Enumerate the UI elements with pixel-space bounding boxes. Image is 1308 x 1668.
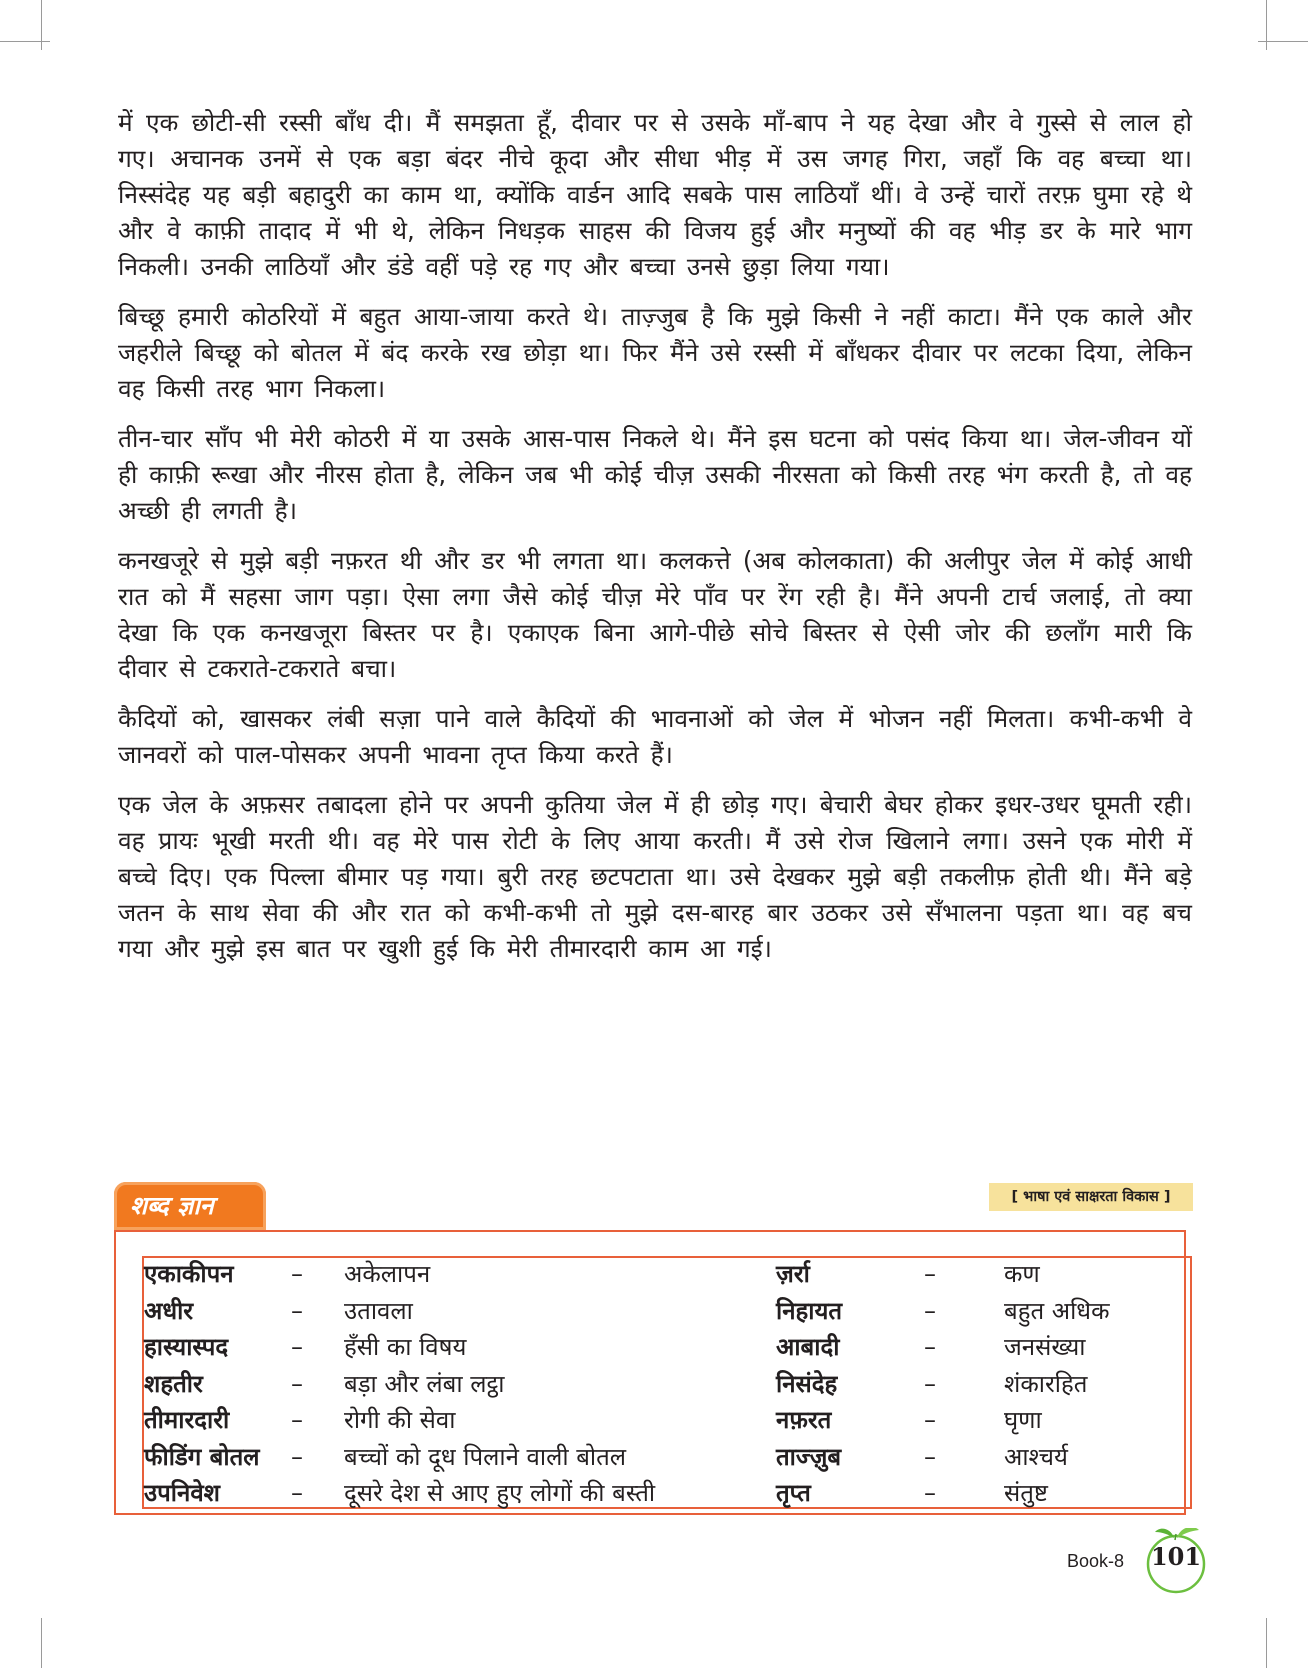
crop-mark	[1266, 0, 1267, 50]
glossary-meaning: जनसंख्या	[1004, 1333, 1086, 1361]
glossary-meaning: हँसी का विषय	[344, 1333, 467, 1361]
glossary-word: निसंदेह	[776, 1369, 838, 1398]
glossary-dash: –	[291, 1296, 303, 1325]
book-label: Book-8	[1067, 1551, 1125, 1571]
page-number: 101	[1150, 1542, 1202, 1571]
paragraph: तीन-चार साँप भी मेरी कोठरी में या उसके आस-पास निकले थे। मैंने इस घटना को पसंद किया था। जेल-जीवन यों ही काफ़ी रूखा और नीरस होता है, लेकिन जब भी कोई चीज़ उसकी नीरसता को किसी तरह भंग करती है, तो वह अच्छी ही लगती है।	[118, 424, 1192, 525]
skill-tag: [ भाषा एवं साक्षरता विकास ]	[989, 1183, 1193, 1211]
glossary-dash: –	[291, 1479, 303, 1507]
glossary-meaning: शंकारहित	[1004, 1369, 1088, 1398]
glossary-word: ताज्ज़ुब	[776, 1442, 842, 1471]
glossary-dash: –	[291, 1442, 303, 1471]
glossary-meaning: बड़ा और लंबा लट्ठा	[344, 1369, 505, 1398]
crop-mark	[1266, 1618, 1267, 1668]
glossary-dash: –	[924, 1442, 936, 1471]
glossary-word: शहतीर	[144, 1369, 203, 1398]
glossary-dash: –	[924, 1333, 936, 1361]
glossary-meaning: उतावला	[344, 1296, 413, 1325]
glossary-word: फीडिंग बोतल	[144, 1442, 260, 1471]
glossary-dash: –	[924, 1260, 936, 1288]
glossary-dash: –	[291, 1406, 303, 1434]
glossary-word: अधीर	[144, 1296, 194, 1325]
paragraph: में एक छोटी-सी रस्सी बाँध दी। मैं समझता हूँ, दीवार पर से उसके माँ-बाप ने यह देखा और वे गुस्से से लाल हो गए। अचानक उनमें से एक बड़ा बंदर नीचे कूदा और सीधा भीड़ में उस जगह गिरा, जहाँ कि वह बच्चा था। निस्संदेह यह बड़ी बहादुरी का काम था, क्योंकि वार्डन आदि सबके पास लाठियाँ थीं। वे उन्हें चारों तरफ़ घुमा रहे थे और वे काफ़ी तादाद में भी थे, लेकिन निधड़क साहस की विजय हुई और मनुष्यों की वह भीड़ डर के मारे भाग निकली। उनकी लाठियाँ और डंडे वहीं पड़े रह गए और बच्चा उनसे छुड़ा लिया गया।	[118, 108, 1192, 281]
paragraph: बिच्छू हमारी कोठरियों में बहुत आया-जाया करते थे। ताज़्जुब है कि मुझे किसी ने नहीं काटा। मैंने एक काले और जहरीले बिच्छू को बोतल में बंद करके रख छोड़ा था। फिर मैंने उसे रस्सी में बाँधकर दीवार पर लटका दिया, लेकिन वह किसी तरह भाग निकला।	[118, 302, 1192, 403]
glossary-meaning: रोगी की सेवा	[344, 1406, 456, 1434]
glossary-word: उपनिवेश	[144, 1479, 220, 1507]
glossary-word: आबादी	[776, 1333, 840, 1361]
paragraph: कैदियों को, खासकर लंबी सज़ा पाने वाले कैदियों की भावनाओं को जेल में भोजन नहीं मिलता। कभी-कभी वे जानवरों को पाल-पोसकर अपनी भावना तृप्त किया करते हैं।	[118, 704, 1192, 769]
paragraph: कनखजूरे से मुझे बड़ी नफ़रत थी और डर भी लगता था। कलकत्ते (अब कोलकाता) की अलीपुर जेल में कोई आधी रात को मैं सहसा जाग पड़ा। ऐसा लगा जैसे कोई चीज़ मेरे पाँव पर रेंग रही है। मैंने अपनी टार्च जलाई, तो क्या देखा कि एक कनखजूरा बिस्तर पर है। एकाएक बिना आगे-पीछे सोचे बिस्तर से ऐसी जोर की छलाँग मारी कि दीवार से टकराते-टकराते बचा।	[118, 546, 1192, 683]
crop-mark	[41, 0, 42, 50]
glossary-word: नफ़रत	[776, 1406, 832, 1434]
glossary-meaning: संतुष्ट	[1004, 1479, 1048, 1507]
page-number-badge	[1143, 1528, 1209, 1594]
glossary-dash: –	[291, 1260, 303, 1288]
crop-mark	[1258, 41, 1308, 42]
glossary-meaning: बच्चों को दूध पिलाने वाली बोतल	[344, 1442, 627, 1471]
glossary-dash: –	[924, 1296, 936, 1325]
glossary-word: ज़र्रा	[776, 1260, 810, 1288]
glossary-word: तीमारदारी	[144, 1406, 230, 1434]
crop-mark	[41, 1618, 42, 1668]
glossary-dash: –	[924, 1406, 936, 1434]
crop-mark	[0, 41, 50, 42]
glossary-meaning: अकेलापन	[344, 1260, 431, 1288]
glossary-meaning: दूसरे देश से आए हुए लोगों की बस्ती	[344, 1479, 656, 1507]
glossary-word: तृप्त	[776, 1479, 811, 1507]
glossary-meaning: कण	[1004, 1260, 1040, 1288]
section-title: शब्द ज्ञान	[130, 1191, 214, 1220]
glossary-word: एकाकीपन	[144, 1260, 234, 1288]
glossary-meaning: आश्चर्य	[1004, 1442, 1068, 1471]
glossary-dash: –	[291, 1333, 303, 1361]
paragraph: एक जेल के अफ़सर तबादला होने पर अपनी कुतिया जेल में ही छोड़ गए। बेचारी बेघर होकर इधर-उधर घूमती रही। वह प्रायः भूखी मरती थी। वह मेरे पास रोटी के लिए आया करती। मैं उसे रोज खिलाने लगा। उसने एक मोरी में बच्चे दिए। एक पिल्ला बीमार पड़ गया। बुरी तरह छटपटाता था। उसे देखकर मुझे बड़ी तकलीफ़ होती थी। मैंने बड़े जतन के साथ सेवा की और रात को कभी-कभी तो मुझे दस-बारह बार उठकर उसे सँभालना पड़ता था। वह बच गया और मुझे इस बात पर खुशी हुई कि मेरी तीमारदारी काम आ गई।	[118, 790, 1192, 963]
glossary-meaning: घृणा	[1004, 1406, 1042, 1434]
body-text	[118, 105, 1192, 981]
glossary-word: निहायत	[776, 1296, 843, 1325]
glossary-dash: –	[924, 1369, 936, 1398]
glossary-dash: –	[291, 1369, 303, 1398]
glossary-dash: –	[924, 1479, 936, 1507]
section-title-tab	[114, 1182, 266, 1230]
glossary-word: हास्यास्पद	[144, 1333, 229, 1361]
glossary-meaning: बहुत अधिक	[1004, 1296, 1110, 1325]
